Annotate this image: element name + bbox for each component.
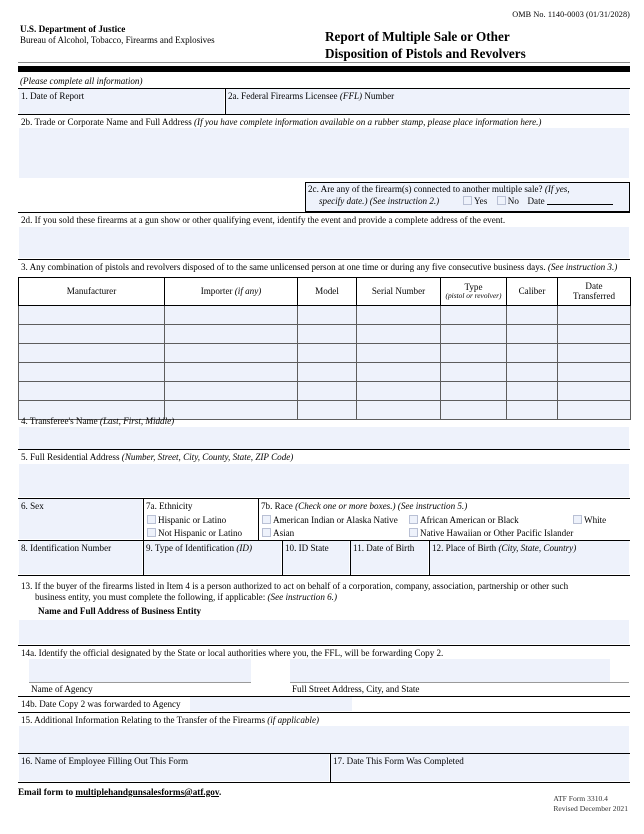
item-13-line1: 13. If the buyer of the firearms listed in Item 4 is a person authorized to act on behalf of a corporation, company, association, partnership or other such <box>21 581 569 591</box>
item-2a-label-text: 2a. Federal Firearms Licensee <box>228 91 340 101</box>
item-14b-label: 14b. Date Copy 2 was forwarded to Agency <box>21 699 181 709</box>
cell-model[interactable] <box>298 325 357 344</box>
cell-caliber[interactable] <box>507 363 558 382</box>
item-12-label-italic: (City, State, Country) <box>498 543 577 553</box>
item-4-label-italic: (Last, First, Middle) <box>99 416 175 426</box>
item-2c-line1-italic: (If yes, <box>544 184 570 194</box>
col-serial-number-label: Serial Number <box>371 285 426 296</box>
item-14a-caption-right: Full Street Address, City, and State <box>292 684 420 694</box>
firearms-table <box>18 277 631 420</box>
race-white-checkbox[interactable] <box>573 515 582 524</box>
col-type <box>441 278 507 306</box>
cell-model[interactable] <box>298 344 357 363</box>
item-5-label <box>21 452 293 463</box>
date-copy2-forwarded-input[interactable] <box>190 697 352 711</box>
item-7b-label-text: 7b. Race <box>261 501 296 511</box>
item-5-label-text: 5. Full Residential Address <box>21 452 122 462</box>
item-2a-label-tail: Number <box>362 91 395 101</box>
cell-serial[interactable] <box>357 344 441 363</box>
item8-item9-divider <box>143 541 144 575</box>
item-2c-line1-text: 2c. Are any of the firearm(s) connected to another multiple sale? <box>308 184 545 194</box>
item-2c-date-label: Date <box>527 196 545 206</box>
omb-number: OMB No. 1140-0003 (01/31/2028) <box>512 10 630 19</box>
cell-manufacturer[interactable] <box>19 325 165 344</box>
cell-importer[interactable] <box>165 401 298 420</box>
item-2b-label-italic: (If you have complete information available on a rubber stamp, please place information here.) <box>194 117 542 127</box>
race-option-asian <box>262 528 294 539</box>
rule-above-item5 <box>18 449 630 450</box>
cell-model[interactable] <box>298 306 357 325</box>
cell-date[interactable] <box>558 401 631 420</box>
item-2c-no-label: No <box>507 196 519 206</box>
col-model-label: Model <box>315 285 339 296</box>
race-option-african-american <box>409 515 519 526</box>
item-2a-label <box>228 91 394 102</box>
item-12-label <box>432 543 576 554</box>
race-white-label: White <box>584 515 607 525</box>
cell-model[interactable] <box>298 363 357 382</box>
col-importer-label-italic: (if any) <box>234 285 262 296</box>
item-2b-label-text: 2b. Trade or Corporate Name and Full Address <box>21 117 195 127</box>
form-identifier-block <box>553 794 628 814</box>
race-asian-checkbox[interactable] <box>262 528 271 537</box>
item-15-label-italic: (if applicable) <box>267 715 320 725</box>
ethnicity-option-not-hispanic <box>147 528 242 539</box>
ethnicity-hispanic-checkbox[interactable] <box>147 515 156 524</box>
cell-type[interactable] <box>441 382 507 401</box>
item-2c-yes-label: Yes <box>474 196 488 206</box>
transferee-name-input[interactable] <box>19 427 629 449</box>
item-7b-label-italic: (Check one or more boxes.) (See instruction 5.) <box>295 501 468 511</box>
agency-bureau: Bureau of Alcohol, Tobacco, Firearms and Explosives <box>20 35 215 46</box>
gun-show-event-input[interactable] <box>19 227 629 258</box>
cell-importer[interactable] <box>165 325 298 344</box>
cell-serial[interactable] <box>357 306 441 325</box>
email-address-link[interactable]: multiplehandgunsalesforms@atf.gov <box>75 787 219 797</box>
cell-date[interactable] <box>558 382 631 401</box>
page-title <box>325 28 625 63</box>
form-revision-date: Revised December 2021 <box>553 804 628 814</box>
rule-above-item15 <box>18 712 630 713</box>
item-8-label: 8. Identification Number <box>21 543 112 553</box>
cell-type[interactable] <box>441 363 507 382</box>
cell-serial[interactable] <box>357 325 441 344</box>
item-15-label-text: 15. Additional Information Relating to the Transfer of the Firearms <box>21 715 268 725</box>
cell-type[interactable] <box>441 401 507 420</box>
col-date-transferred <box>558 278 631 306</box>
col-date-transferred-label: Date <box>585 280 603 291</box>
race-native-hawaiian-label: Native Hawaiian or Other Pacific Islander <box>420 528 574 538</box>
ethnicity-not-hispanic-label: Not Hispanic or Latino <box>158 528 243 538</box>
email-instruction-prefix: Email form to <box>18 787 76 797</box>
cell-serial[interactable] <box>357 401 441 420</box>
form-number: ATF Form 3310.4 <box>553 794 608 804</box>
cell-caliber[interactable] <box>507 325 558 344</box>
race-option-white <box>573 515 606 526</box>
item-2a-label-italic: (FFL) <box>339 91 363 101</box>
cell-date[interactable] <box>558 363 631 382</box>
table-row <box>19 306 631 325</box>
table-row <box>19 344 631 363</box>
rule-above-footer <box>18 782 630 783</box>
col-type-label: Type <box>464 281 483 292</box>
cell-model[interactable] <box>298 382 357 401</box>
cell-caliber[interactable] <box>507 344 558 363</box>
race-african-american-label: African American or Black <box>420 515 519 525</box>
firearms-table-header-row <box>19 278 631 306</box>
col-manufacturer <box>19 278 165 306</box>
cell-caliber[interactable] <box>507 306 558 325</box>
cell-date[interactable] <box>558 344 631 363</box>
item-4-label <box>21 416 174 427</box>
item-16-label: 16. Name of Employee Filling Out This Form <box>21 756 189 766</box>
item-14a-caption-left: Name of Agency <box>31 684 93 694</box>
item-12-label-text: 12. Place of Birth <box>432 543 499 553</box>
cell-manufacturer[interactable] <box>19 363 165 382</box>
item10-item11-divider <box>350 541 351 575</box>
cell-caliber[interactable] <box>507 401 558 420</box>
col-date-transferred-label2: Transferred <box>572 291 616 301</box>
item-13-line2-italic: (See instruction 6.) <box>267 592 337 602</box>
item-15-label <box>21 715 319 726</box>
item11-item12-divider <box>429 541 430 575</box>
header-black-bar <box>18 66 630 72</box>
item-2c-answer-row <box>463 196 613 206</box>
item-2c-line2: specify date.) (See instruction 2.) <box>319 196 440 206</box>
cell-date[interactable] <box>558 325 631 344</box>
cell-importer[interactable] <box>165 363 298 382</box>
agency-address-underline <box>290 682 629 683</box>
item-2c-yes-checkbox[interactable] <box>463 196 472 205</box>
col-importer <box>165 278 298 306</box>
additional-information-input[interactable] <box>19 726 629 753</box>
col-caliber-label: Caliber <box>518 285 546 296</box>
item-5-label-italic: (Number, Street, City, County, State, ZIP Code) <box>121 452 294 462</box>
cell-type[interactable] <box>441 325 507 344</box>
trade-name-address-input[interactable] <box>19 128 629 178</box>
item-7a-label: 7a. Ethnicity <box>146 501 193 511</box>
col-serial-number <box>357 278 441 306</box>
cell-importer[interactable] <box>165 306 298 325</box>
item6-item7a-divider <box>143 499 144 540</box>
item-17-label: 17. Date This Form Was Completed <box>333 756 464 766</box>
race-american-indian-checkbox[interactable] <box>262 515 271 524</box>
item-9-label <box>146 543 252 554</box>
item-2d-label: 2d. If you sold these firearms at a gun show or other qualifying event, identify the event and provide a complete address of the event. <box>21 215 506 225</box>
item9-item10-divider <box>282 541 283 575</box>
col-caliber <box>507 278 558 306</box>
business-entity-input[interactable] <box>19 620 629 644</box>
item-13-line2-text: business entity, you must complete the following, if applicable: <box>35 592 268 602</box>
page-title-line2: Disposition of Pistols and Revolvers <box>325 46 526 62</box>
cell-serial[interactable] <box>357 363 441 382</box>
item-10-label: 10. ID State <box>285 543 329 553</box>
item-3-label-text: 3. Any combination of pistols and revolvers disposed of to the same unlicensed person at one time or during any five consecutive business days. <box>21 262 548 272</box>
cell-importer[interactable] <box>165 344 298 363</box>
residential-address-input[interactable] <box>19 464 629 497</box>
item-6-label: 6. Sex <box>21 501 44 511</box>
item-7b-label <box>261 501 467 512</box>
cell-manufacturer[interactable] <box>19 344 165 363</box>
firearms-table-body <box>19 306 631 420</box>
col-type-sublabel: (pistol or revolver) <box>445 290 502 300</box>
table-row <box>19 363 631 382</box>
page-title-line1: Report of Multiple Sale or Other <box>325 29 510 44</box>
email-instruction <box>18 787 221 797</box>
item-4-label-text: 4. Transferee's Name <box>21 416 100 426</box>
email-instruction-suffix: . <box>219 787 222 797</box>
item-2c-line1 <box>308 184 570 195</box>
cell-caliber[interactable] <box>507 382 558 401</box>
col-model <box>298 278 357 306</box>
rule-above-item14a <box>18 645 630 646</box>
item16-item17-divider <box>330 754 331 782</box>
item-9-label-italic: (ID) <box>236 543 253 553</box>
item-3-label <box>21 262 617 273</box>
rule-above-item2d <box>18 212 630 213</box>
agency-name-underline <box>29 682 251 683</box>
ethnicity-option-hispanic <box>147 515 226 526</box>
cell-type[interactable] <box>441 344 507 363</box>
item-2c-date-input[interactable] <box>547 204 613 205</box>
item-1-label: 1. Date of Report <box>21 91 85 101</box>
item-2c-no-checkbox[interactable] <box>497 196 506 205</box>
item1-item2a-divider <box>225 89 226 115</box>
col-manufacturer-label: Manufacturer <box>66 285 117 296</box>
item-13-subheading: Name and Full Address of Business Entity <box>38 606 202 616</box>
cell-date[interactable] <box>558 306 631 325</box>
rule-above-item3 <box>18 259 630 260</box>
agency-department: U.S. Department of Justice <box>20 24 126 34</box>
race-asian-label: Asian <box>273 528 295 538</box>
agency-name-input[interactable] <box>29 659 251 682</box>
item-11-label: 11. Date of Birth <box>353 543 415 553</box>
ethnicity-not-hispanic-checkbox[interactable] <box>147 528 156 537</box>
cell-serial[interactable] <box>357 382 441 401</box>
item-14a-label: 14a. Identify the official designated by the State or local authorities where you, the FFL, will be forwarding Copy 2. <box>21 648 444 658</box>
item7a-item7b-divider <box>258 499 259 540</box>
item-3-label-italic: (See instruction 3.) <box>547 262 618 272</box>
cell-manufacturer[interactable] <box>19 306 165 325</box>
agency-address-input[interactable] <box>290 659 610 682</box>
cell-importer[interactable] <box>165 382 298 401</box>
item-13-line2 <box>35 592 337 603</box>
cell-model[interactable] <box>298 401 357 420</box>
cell-type[interactable] <box>441 306 507 325</box>
rule-above-item13 <box>18 575 630 576</box>
race-native-hawaiian-checkbox[interactable] <box>409 528 418 537</box>
race-american-indian-label: American Indian or Alaska Native <box>273 515 398 525</box>
col-importer-label: Importer <box>200 285 235 296</box>
agency-block <box>20 24 215 46</box>
item-2b-label <box>21 117 541 128</box>
ethnicity-hispanic-label: Hispanic or Latino <box>158 515 227 525</box>
table-row <box>19 325 631 344</box>
race-option-american-indian <box>262 515 398 526</box>
complete-all-information-note: (Please complete all information) <box>20 76 143 86</box>
rule-below-item1 <box>18 114 630 115</box>
header-divider <box>18 62 630 63</box>
race-option-native-hawaiian <box>409 528 573 539</box>
race-african-american-checkbox[interactable] <box>409 515 418 524</box>
item-9-label-text: 9. Type of Identification <box>146 543 237 553</box>
cell-manufacturer[interactable] <box>19 382 165 401</box>
table-row <box>19 382 631 401</box>
